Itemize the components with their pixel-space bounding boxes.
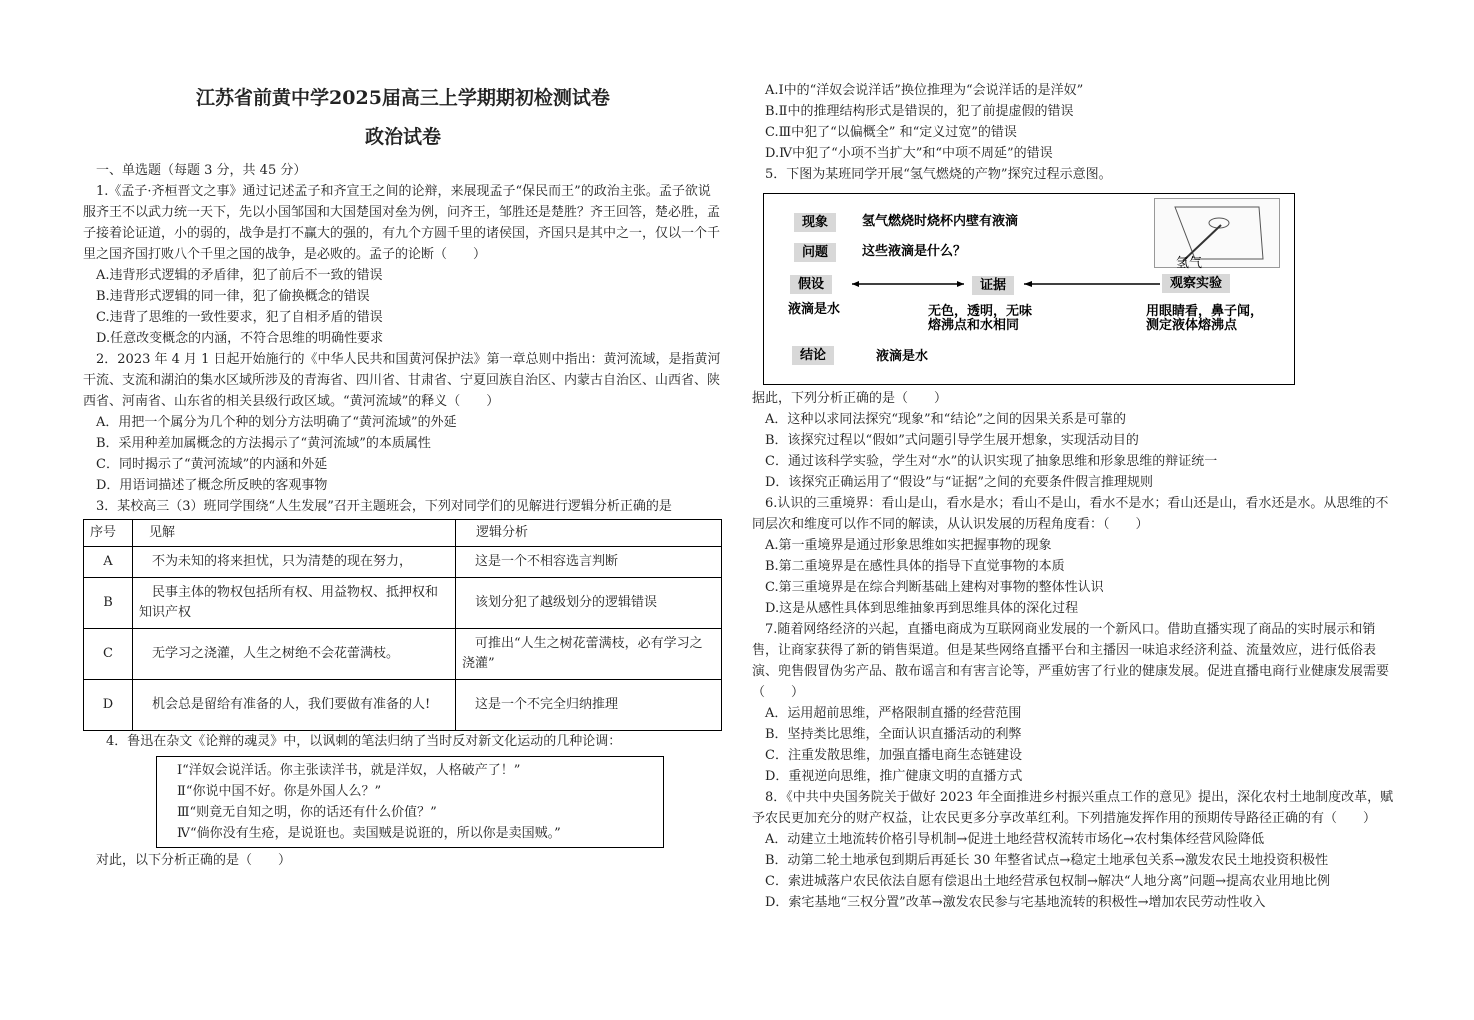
experiment-label: 观察实验 [1162,274,1230,293]
q5-option-b: B．该探究过程以“假如”式问题引导学生展开想象，实现活动目的 [765,433,1139,448]
table-cell: 这是一个不相容选言判断 [456,547,722,578]
table-header-cell: 序号 [84,520,133,547]
phenomenon-text: 氢气燃烧时烧杯内壁有液滴 [862,214,1019,229]
q4-quote-1: Ⅰ“洋奴会说洋话。你主张读洋书，就是洋奴，人格破产了！” [177,763,521,778]
conclusion-label: 结论 [792,346,834,365]
table-header-row [84,520,722,547]
table-cell: 无学习之浇灌，人生之树绝不会花蕾满枝。 [133,629,456,680]
hypothesis-label: 假设 [790,275,832,294]
q6-option-a: A.第一重境界是通过形象思维如实把握事物的现象 [765,538,1052,553]
table-cell: C [84,629,133,680]
q5-stem: 5．下图为某班同学开展“氢气燃烧的产物”探究过程示意图。 [765,167,1112,182]
q5-diagram [763,193,1295,385]
question-text: 这些液滴是什么？ [862,244,967,259]
q5-option-d: D．该探究正确运用了“假设”与“证据”之间的充要条件假言推理规则 [765,475,1154,490]
table-cell: D [84,680,133,731]
q2-option-b: B．采用种差加属概念的方法揭示了“黄河流域”的本质属性 [96,436,431,451]
q1-option-c: C.违背了思维的一致性要求，犯了自相矛盾的错误 [96,310,383,325]
table-cell: B [84,578,133,629]
q7-option-a: A．运用超前思维，严格限制直播的经营范围 [765,706,1022,721]
page-title: 江苏省前黄中学2025届高三上学期期初检测试卷 [196,87,610,109]
hypothesis-text: 液滴是水 [788,302,841,317]
q1-option-d: D.任意改变概念的内涵，不符合思维的明确性要求 [96,331,384,346]
experiment-text-1: 用眼睛看，鼻子闻， [1146,304,1264,319]
q2-option-d: D．用语词描述了概念所反映的客观事物 [96,478,328,493]
conclusion-text: 液滴是水 [876,349,929,364]
table-row [84,578,722,629]
q4-option-a: A.Ⅰ中的“洋奴会说洋话”换位推理为“会说洋话的是洋奴” [765,83,1084,98]
q1-stem: 1.《孟子·齐桓晋文之事》通过记述孟子和齐宣王之间的论辩，来展现孟子“保民而王”的政治主张。孟子欲说服齐王不以武力统一天下，先以小国邹国和大国楚国对垒为例，问齐王，邹胜还是楚胜？齐王回答，楚必胜，孟子接着论证道，小的弱的，战争是打不赢大的强的，有九个方圆千里的诸侯国，齐国只是其中之一，仅以一个千里之国齐国打败八个千里之国的战争，是必败的。孟子的论断（ ） [83,184,721,262]
q6-option-c: C.第三重境界是在综合判断基础上建构对事物的整体性认识 [765,580,1104,595]
section-heading: 一、单选题（每题 3 分，共 45 分） [96,163,307,178]
q2-stem: 2．2023 年 4 月 1 日起开始施行的《中华人民共和国黄河保护法》第一章总则中指出：黄河流域，是指黄河干流、支流和湖泊的集水区域所涉及的青海省、四川省、甘肃省、宁夏回族自治区、内蒙古自治区、山西省、陕西省、河南省、山东省的相关县级行政区域。“黄河流域”的释义（ ） [83,352,721,409]
q4-option-b: B.Ⅱ中的推理结构形式是错误的，犯了前提虚假的错误 [765,104,1074,119]
table-row [84,680,722,731]
q1-option-a: A.违背形式逻辑的矛盾律，犯了前后不一致的错误 [96,268,383,283]
q7-stem: 7.随着网络经济的兴起，直播电商成为互联网商业发展的一个新风口。借助直播实现了商品的实时展示和销售，让商家获得了新的销售渠道。但是某些网络直播平台和主播因一味追求经济利益、流量效应，进行低俗表演、兜售假冒伪劣产品、散布谣言和有害言论等，严重妨害了行业的健康发展。促进直播电商行业健康发展需要（ ） [752,622,1390,700]
table-cell: 机会总是留给有准备的人，我们要做有准备的人! [133,680,456,731]
table-cell: 可推出“人生之树花蕾满枝，必有学习之浇灌” [456,629,722,680]
table-cell: 这是一个不完全归纳推理 [456,680,722,731]
q8-stem: 8．《中共中央国务院关于做好 2023 年全面推进乡村振兴重点工作的意见》提出，深化农村土地制度改革，赋予农民更加充分的财产权益，让农民更多分享改革红利。下列措施发挥作用的预期传导路径正确的有（ ） [752,790,1394,826]
evidence-label: 证据 [972,276,1014,295]
arrow-head-right-icon [957,281,964,287]
right-column [752,0,1396,913]
evidence-text-1: 无色，透明，无味 [928,304,1033,319]
q4-stem: 4．鲁迅在杂文《论辩的魂灵》中，以讽刺的笔法归纳了当时反对新文化运动的几种论调： [106,734,622,749]
left-column [83,0,723,871]
q4-option-d: D.Ⅳ中犯了“小项不当扩大”和“中项不周延”的错误 [765,146,1053,161]
q4-quote-4: Ⅳ“倘你没有生疮，是说诳也。卖国贼是说诳的，所以你是卖国贼。” [177,826,561,841]
q4-quote-box [156,756,664,848]
q4-quote-3: Ⅲ“则竟无自知之明，你的话还有什么价值？” [177,805,437,820]
table-row [84,547,722,578]
phenomenon-label: 现象 [794,213,836,232]
q8-option-c: C．索进城落户农民依法自愿有偿退出土地经营承包权制→解决“人地分离”问题→提高农业用地比例 [765,874,1331,889]
arrow-head-left-icon [852,281,859,287]
diagram-arrows [764,194,1294,384]
table-cell: 该划分犯了越级划分的逻辑错误 [456,578,722,629]
q8-option-d: D．索宅基地“三权分置”改革→激发农民参与宅基地流转的积极性→增加农民劳动性收入 [765,895,1266,910]
q6-option-d: D.这是从感性具体到思维抽象再到思维具体的深化过程 [765,601,1079,616]
hydrogen-label: 氢气 [1176,256,1203,271]
q7-option-d: D．重视逆向思维，推广健康文明的直播方式 [765,769,1023,784]
table-header-cell: 逻辑分析 [456,520,722,547]
q4-option-c: C.Ⅲ中犯了“以偏概全” 和“定义过宽”的错误 [765,125,1017,140]
q2-option-a: A．用把一个属分为几个种的划分方法明确了“黄河流域”的外延 [96,415,457,430]
q3-stem: 3．某校高三（3）班同学围绕“人生发展”召开主题班会，下列对同学们的见解进行逻辑分析正确的是 [96,499,672,514]
q8-option-a: A．动建立土地流转价格引导机制→促进土地经营权流转市场化→农村集体经营风险降低 [765,832,1265,847]
q1-option-b: B.违背形式逻辑的同一律，犯了偷换概念的错误 [96,289,370,304]
q4-ask: 对此，以下分析正确的是（ ） [96,853,292,868]
q5-ask: 据此，下列分析正确的是（ ） [752,391,948,406]
question-label: 问题 [794,243,836,262]
table-header-cell: 见解 [133,520,456,547]
q7-option-c: C．注重发散思维，加强直播电商生态链建设 [765,748,1022,763]
q7-option-b: B．坚持类比思维，全面认识直播活动的利弊 [765,727,1022,742]
arrow-head-left-icon [1024,281,1032,287]
q5-option-a: A．这种以求同法探究“现象”和“结论”之间的因果关系是可靠的 [765,412,1126,427]
q6-option-b: B.第二重境界是在感性具体的指导下直觉事物的本质 [765,559,1065,574]
q8-option-b: B．动第二轮土地承包到期后再延长 30 年整省试点→稳定土地承包关系→激发农民土地投资积极性 [765,853,1329,868]
q5-option-c: C．通过该科学实验，学生对“水”的认识实现了抽象思维和形象思维的辩证统一 [765,454,1218,469]
table-cell: 不为未知的将来担忧，只为清楚的现在努力， [133,547,456,578]
experiment-text-2: 测定液体熔沸点 [1146,318,1238,333]
evidence-text-2: 熔沸点和水相同 [928,318,1020,333]
table-cell: 民事主体的物权包括所有权、用益物权、抵押权和知识产权 [133,578,456,629]
table-cell: A [84,547,133,578]
q6-stem: 6.认识的三重境界：看山是山，看水是水；看山不是山，看水不是水；看山还是山，看水还是水。从思维的不同层次和维度可以作不同的解读，从认识发展的历程角度看：（ ） [752,496,1389,532]
q2-option-c: C．同时揭示了“黄河流域”的内涵和外延 [96,457,328,472]
q3-table [83,519,722,731]
q4-quote-2: Ⅱ“你说中国不好。你是外国人么？” [177,784,382,799]
page-subtitle: 政治试卷 [364,126,441,148]
table-row [84,629,722,680]
